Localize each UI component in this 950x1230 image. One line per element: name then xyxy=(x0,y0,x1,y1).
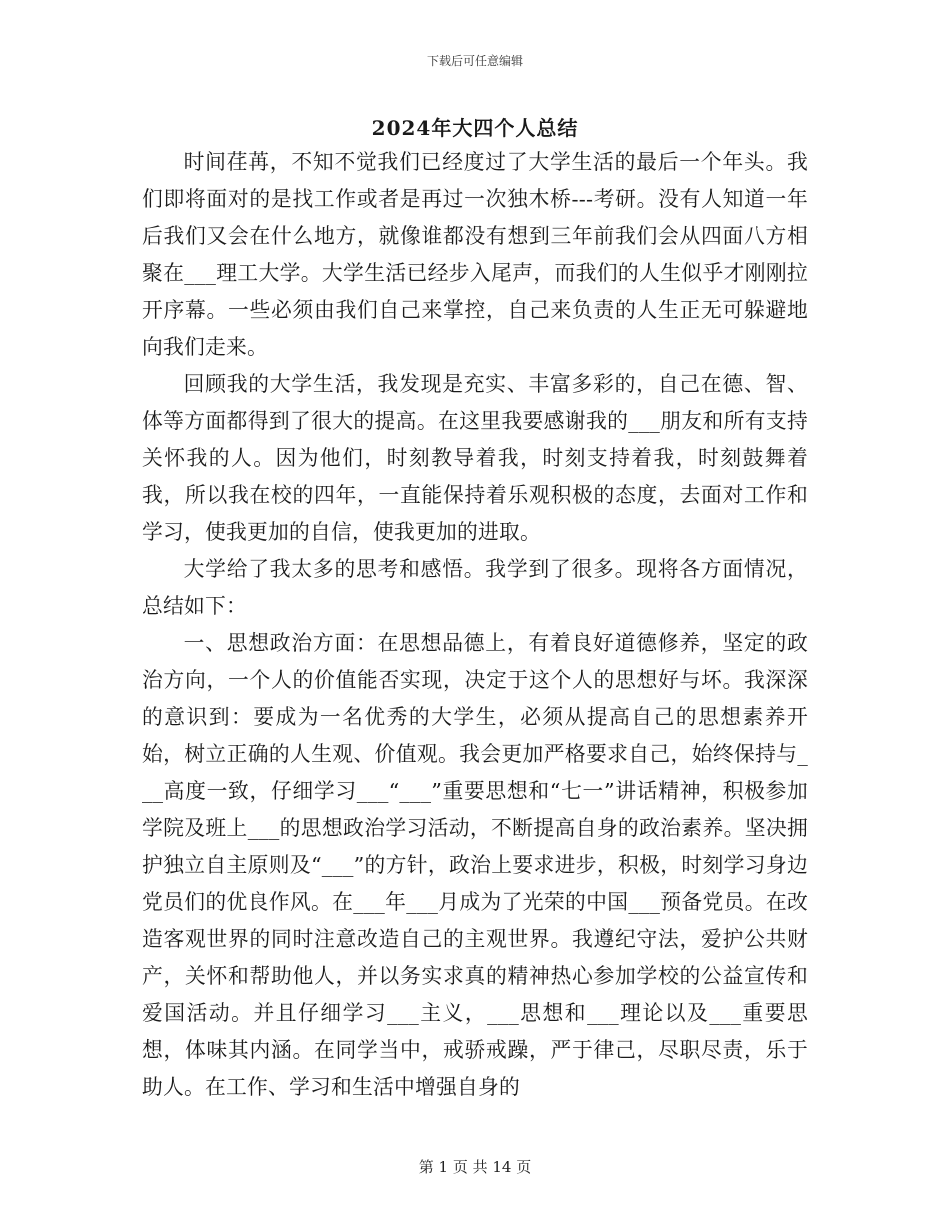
page-number: 第 1 页 共 14 页 xyxy=(418,1158,532,1176)
header-note: 下载后可任意编辑 xyxy=(426,54,523,68)
document-title: 2024年大四个人总结 xyxy=(371,116,579,140)
paragraph-review: 回顾我的大学生活，我发现是充实、丰富多彩的，自己在德、智、体等方面都得到了很大的提高。在这里我要感谢我的___朋友和所有支持关怀我的人。因为他们，时刻教导着我，时刻支持着我，时刻鼓舞着我，所以我在校的四年，一直能保持着乐观积极的态度，去面对工作和学习，使我更加的自信，使我更加的进取。 xyxy=(142,372,808,544)
paragraph-intro: 时间荏苒，不知不觉我们已经度过了大学生活的最后一个年头。我们即将面对的是找工作或者是再过一次独木桥---考研。没有人知道一年后我们又会在什么地方，就像谁都没有想到三年前我们会从四面八方相聚在___理工大学。大学生活已经步入尾声，而我们的人生似乎才刚刚拉开序幕。一些必须由我们自己来掌控，自己来负责的人生正无可躲避地向我们走来。 xyxy=(142,150,808,359)
paragraph-summary-intro: 大学给了我太多的思考和感悟。我学到了很多。现将各方面情况，总结如下： xyxy=(142,557,808,618)
document-body xyxy=(142,144,808,1106)
paragraph-ideology: 一、思想政治方面：在思想品德上，有着良好道德修养，坚定的政治方向，一个人的价值能否实现，决定于这个人的思想好与坏。我深深的意识到：要成为一名优秀的大学生，必须从提高自己的思想素养开始，树立正确的人生观、价值观。我会更加严格要求自己，始终保持与___高度一致，仔细学习___“___”重要思想和“七一”讲话精神，积极参加学院及班上___的思想政治学习活动，不断提高自身的政治素养。坚决拥护独立自主原则及“___”的方针，政治上要求进步，积极，时刻学习身边党员们的优良作风。在___年___月成为了光荣的中国___预备党员。在改造客观世界的同时注意改造自己的主观世界。我遵纪守法，爱护公共财产，关怀和帮助他人，并以务实求真的精神热心参加学校的公益宣传和爱国活动。并且仔细学习___主义，___思想和___理论以及___重要思想，体味其内涵。在同学当中，戒骄戒躁，严于律己，尽职尽责，乐于助人。在工作、学习和生活中增强自身的 xyxy=(142,631,808,1099)
